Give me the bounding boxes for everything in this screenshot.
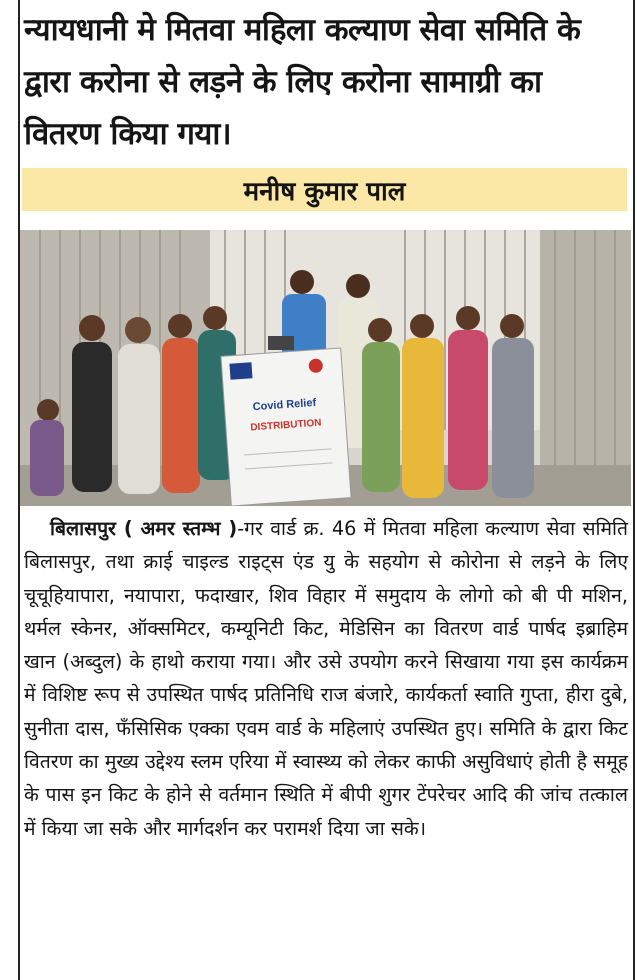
byline: मनीष कुमार पाल xyxy=(243,176,406,207)
news-photo xyxy=(20,230,631,506)
article-text: -गर वार्ड क्र. 46 में मितवा महिला कल्याण सेवा समिति बिलासपुर, तथा क्राई चाइल्ड राइट्स एंड यु के सहयोग से कोरोना से लड़ने के लिए चूचूहियापारा, नयापारा, फदाखार, शिव विहार में समुदाय के लोगो को बी पी मशिन, थर्मल स्केनर, ऑक्समिटर, कम्यूनिटी किट, मेडिसिन का वितरण वार्ड पार्षद इब्राहिम खान (अब्दुल) के हाथो कराया गया। और उसे उपयोग करने सिखाया गया इस कार्यक्रम में विशिष्ट रूप से उपस्थित पार्षद प्रतिनिधि राज बंजारे, कार्यकर्ता स्वाति गुप्ता, हीरा दुबे, सुनीता दास, फँसिसिक एक्का एवम वार्ड के महिलाएं उपस्थित हुए। समिति के द्वारा किट वितरण का मुख्य उद्देश्य स्लम एरिया में स्वास्थ्य को लेकर काफी असुविधाएं होती है समूह के पास इन किट के होने से वर्तमान स्थिति में बीपी शुगर टेंपरेचर आदि की जांच तत्काल में किया जा सके और मार्गदर्शन कर परामर्श दिया जा सके। xyxy=(24,517,628,840)
article-body xyxy=(24,512,628,845)
byline-band xyxy=(22,168,627,211)
article-dateline: बिलासपुर ( अमर स्तम्भ ) xyxy=(50,517,238,540)
banner-subtitle: DISTRIBUTION xyxy=(250,417,322,434)
banner-title: Covid Relief xyxy=(252,396,317,414)
headline: न्यायधानी मे मितवा महिला कल्याण सेवा समिति के द्वारा करोना से लड़ने के लिए करोना सामाग्री का वितरण किया गया। xyxy=(24,12,581,152)
